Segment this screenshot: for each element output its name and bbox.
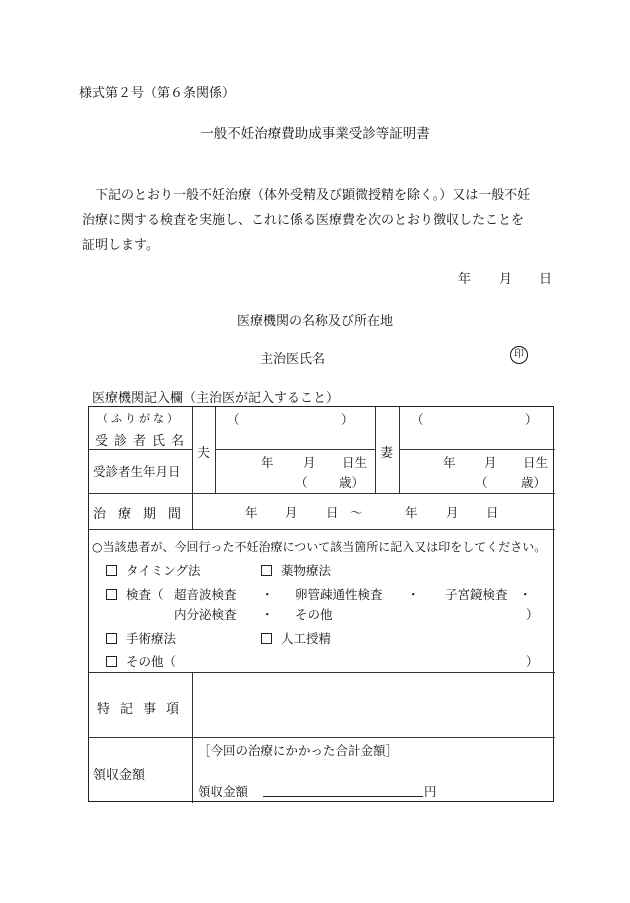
husband-furigana-open: （ xyxy=(227,412,240,427)
col-divider xyxy=(215,407,216,493)
wife-birth-year: 年 xyxy=(443,455,456,470)
other-close-paren: ） xyxy=(526,654,539,669)
husband-age-open: （ xyxy=(295,475,308,490)
period-start-month: 月 xyxy=(285,505,298,520)
statement-line: 証明します。 xyxy=(82,238,159,253)
husband-birth-month: 月 xyxy=(303,455,316,470)
exam-ultrasound: 超音波検査 xyxy=(174,587,237,602)
period-label: 治療期間 xyxy=(93,507,194,522)
husband-birth-day: 日生 xyxy=(342,455,368,470)
doctor-name-label: 主治医氏名 xyxy=(260,352,326,367)
option-other[interactable] xyxy=(106,652,176,670)
period-start-year: 年 xyxy=(245,505,258,520)
col-divider xyxy=(192,672,193,803)
period-end-year: 年 xyxy=(405,505,418,520)
exam-separator: ・ xyxy=(407,587,420,602)
form-number: 様式第２号（第６条関係） xyxy=(79,86,236,101)
checkbox-icon[interactable] xyxy=(106,633,117,644)
row-divider xyxy=(89,493,555,494)
husband-age-close: 歳） xyxy=(339,475,365,490)
period-end-month: 月 xyxy=(446,505,459,520)
row-divider xyxy=(89,672,555,673)
wife-birth-month: 月 xyxy=(484,455,497,470)
option-label: 検査（ xyxy=(126,587,164,602)
wife-furigana-close: ） xyxy=(525,412,538,427)
option-label: 薬物療法 xyxy=(281,563,332,578)
receipt-amount-field[interactable] xyxy=(263,796,423,797)
wife-birth-day: 日生 xyxy=(523,455,549,470)
date-year-label: 年 xyxy=(458,272,472,287)
husband-divider xyxy=(215,449,375,450)
exam-tubal: 卵管疎通性検査 xyxy=(295,587,383,602)
wife-age-close: 歳） xyxy=(521,475,547,490)
option-exam[interactable] xyxy=(106,585,164,603)
option-timing[interactable] xyxy=(106,561,201,579)
exam-separator: ・ xyxy=(261,587,274,602)
checkbox-icon[interactable] xyxy=(261,565,272,576)
yen-label: 円 xyxy=(424,784,437,799)
certification-statement xyxy=(82,183,568,258)
option-label: その他（ xyxy=(126,654,177,669)
option-label: 人工授精 xyxy=(281,631,332,646)
receipt-label: 領収金額 xyxy=(93,768,146,783)
checkbox-icon[interactable] xyxy=(106,589,117,600)
institution-label: 医療機関の名称及び所在地 xyxy=(236,314,393,329)
patient-name-label: 受診者氏名 xyxy=(95,434,191,449)
checkbox-icon[interactable] xyxy=(106,656,117,667)
row-divider xyxy=(89,529,555,530)
remarks-field[interactable] xyxy=(199,679,549,731)
option-label: 手術療法 xyxy=(126,631,177,646)
col-divider xyxy=(375,407,376,493)
checkbox-icon[interactable] xyxy=(106,565,117,576)
row-divider xyxy=(89,737,555,738)
col-divider xyxy=(399,407,400,493)
husband-label: 夫 xyxy=(197,446,211,461)
furigana-label: （ふりがな） xyxy=(97,412,181,425)
exam-hysteroscopy: 子宮鏡検査 xyxy=(445,587,508,602)
exam-close-paren: ） xyxy=(526,607,539,622)
wife-furigana-open: （ xyxy=(411,412,424,427)
husband-birth-year: 年 xyxy=(261,455,274,470)
wife-divider xyxy=(399,449,555,450)
exam-separator: ・ xyxy=(519,587,532,602)
exam-endocrine: 内分泌検査 xyxy=(174,607,237,622)
statement-line: 下記のとおり一般不妊治療（体外受精及び顕微授精を除く。）又は一般不妊 xyxy=(95,188,531,203)
name-birth-divider xyxy=(89,449,192,450)
seal-mark: 印 xyxy=(510,346,528,364)
birthdate-label: 受診者生年月日 xyxy=(93,464,181,479)
wife-label: 妻 xyxy=(380,446,394,461)
document-title: 一般不妊治療費助成事業受診等証明書 xyxy=(200,126,430,142)
statement-line: 治療に関する検査を実施し、これに係る医療費を次のとおり徴収したことを xyxy=(82,213,525,228)
medical-form-table xyxy=(88,406,554,802)
form-caption: 医療機関記入欄（主治医が記入すること） xyxy=(92,391,340,406)
period-end-day: 日 xyxy=(486,505,499,520)
date-month-label: 月 xyxy=(499,272,513,287)
option-surgery[interactable] xyxy=(106,629,176,647)
option-label: タイミング法 xyxy=(126,563,201,578)
remarks-label: 特記事項 xyxy=(97,702,190,717)
date-day-label: 日 xyxy=(539,272,553,287)
receipt-note: ［今回の治療にかかった合計金額］ xyxy=(198,743,399,758)
period-tilde: ～ xyxy=(350,505,363,520)
exam-other: その他 xyxy=(295,607,333,622)
treatment-instruction: ○当該患者が、今回行った不妊治療について該当箇所に記入又は印をしてください。 xyxy=(92,540,547,554)
option-insemination[interactable] xyxy=(261,629,331,647)
wife-age-open: （ xyxy=(475,475,488,490)
period-start-day: 日 xyxy=(326,505,339,520)
option-drug[interactable] xyxy=(261,561,331,579)
husband-furigana-close: ） xyxy=(341,412,354,427)
checkbox-icon[interactable] xyxy=(261,633,272,644)
exam-separator: ・ xyxy=(261,607,274,622)
receipt-amount-label: 領収金額 xyxy=(198,784,249,799)
